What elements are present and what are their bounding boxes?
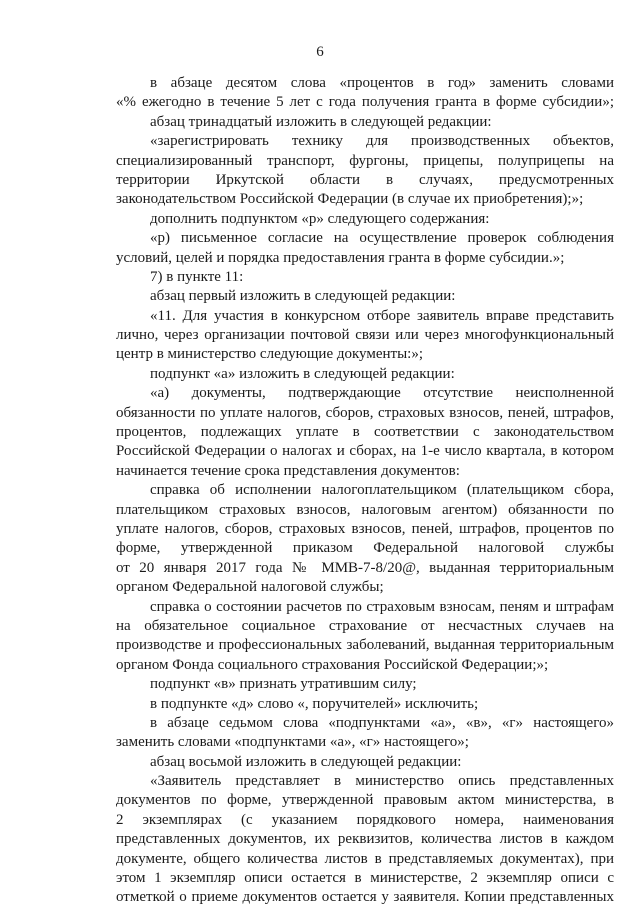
text-line: абзац тринадцатый изложить в следующей редакции: [150,113,492,130]
text-line: абзац первый изложить в следующей редакции: [150,288,456,305]
text-line: процентов, подлежащих уплате в соответствии с законодательством [116,424,614,441]
text-line: условий, целей и порядка предоставления гранта в форме субсидии.»; [116,249,565,266]
document-body [116,74,614,908]
text-line: форме, утвержденной приказом Федеральной налоговой службы [116,540,614,557]
text-line: лично, через организации почтовой связи или через многофункциональный [116,327,614,344]
text-line: специализированный транспорт, фургоны, прицепы, полуприцепы на [116,152,614,169]
text-line: органом Фонда социального страхования Российской Федерации;»; [116,656,549,673]
text-line: уплате налогов, сборов, страховых взносов, пеней, штрафов, процентов по [116,520,614,537]
text-line: производстве и профессиональных заболеваний, выданная территориальным [116,637,614,654]
text-line: в подпункте «д» слово «, поручителей» исключить; [150,695,479,712]
text-line: отметкой о приеме документов остается у заявителя. Копии представленных [116,889,614,906]
text-line: в абзаце десятом слова «процентов в год» заменить словами [150,75,614,91]
text-line: 2 экземплярах (с указанием порядкового номера, наименования [116,811,614,828]
text-line: в абзаце седьмом слова «подпунктами «а», «в», «г» настоящего» [150,714,614,731]
text-line: «Заявитель представляет в министерство опись представленных [150,773,614,790]
text-line: дополнить подпунктом «р» следующего содержания: [150,210,490,227]
text-line: документов по форме, утвержденной правовым актом министерства, в [116,792,614,809]
text-line: этом 1 экземпляр описи остается в министерстве, 2 экземпляр описи с [116,870,614,887]
text-line: начинается течение срока представления документов: [116,462,460,479]
text-line: справка об исполнении налогоплательщиком (плательщиком сбора, [150,482,614,499]
text-line: центр в министерство следующие документы:»; [116,346,424,363]
text-line: представленных документов, их реквизитов, количества листов в каждом [116,831,614,848]
text-line: «р) письменное согласие на осуществление проверок соблюдения [150,230,614,247]
text-line: органом Федеральной налоговой службы; [116,579,384,596]
text-line: подпункт «в» признать утратившим силу; [150,676,417,693]
text-line: обязанности по уплате налогов, сборов, страховых взносов, пеней, штрафов, [116,404,614,421]
text-line: документе, общего количества листов в представляемых документах), при [116,850,614,867]
text-line: от 20 января 2017 года № ММВ-7-8/20@, выданная территориальным [116,559,614,576]
text-line: Российской Федерации о налогах и сборах, на 1-е число квартала, в котором [116,443,614,460]
text-line: абзац восьмой изложить в следующей редакции: [150,753,462,770]
text-line: «% ежегодно в течение 5 лет с года получения гранта в форме субсидии»; [116,94,614,111]
text-line: заменить словами «подпунктами «а», «г» настоящего»; [116,734,469,751]
text-line: «зарегистрировать технику для производственных объектов, [150,133,614,150]
text-line: подпункт «а» изложить в следующей редакции: [150,365,455,382]
text-line: справка о состоянии расчетов по страховым взносам, пеням и штрафам [150,598,614,615]
text-line: законодательством Российской Федерации (в случае их приобретения);»; [116,191,584,208]
text-line: на обязательное социальное страхование от несчастных случаев на [116,617,614,634]
page-number: 6 [316,44,324,60]
text-line: 7) в пункте 11: [150,268,244,285]
text-line: плательщиком страховых взносов, налоговым агентом) обязанности по [116,501,614,518]
text-line: «11. Для участия в конкурсном отборе заявитель вправе представить [150,307,614,324]
text-line: территории Иркутской области в случаях, предусмотренных [116,171,614,188]
text-line: «а) документы, подтверждающие отсутствие неисполненной [150,385,614,402]
